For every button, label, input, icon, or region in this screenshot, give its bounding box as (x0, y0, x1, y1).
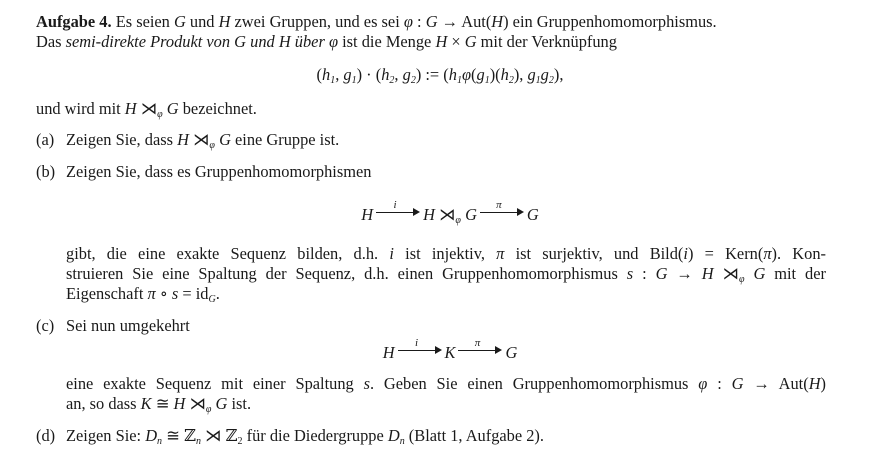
part-b-line-1: gibt, die eine exakte Sequenz bilden, d.h. i ist injektiv, π ist surjektiv, und Bild(i) = Kern(π). Kon- (66, 244, 826, 263)
part-a-label: (a) (36, 130, 55, 149)
exercise-title: Aufgabe 4. (36, 12, 112, 31)
part-b-line-3: Eigenschaft π ∘ $s = id_G$. (66, 284, 220, 305)
part-c-label: (c) (36, 316, 55, 335)
part-a-text: Zeigen Sie, dass H $⋊_\varphi$ G eine Gruppe ist. (66, 130, 340, 151)
part-c-line-2: an, so dass K ≅ H $⋊_\varphi$ G ist. (66, 394, 252, 415)
part-c-line-1: eine exakte Sequenz mit einer Spaltung s. Geben Sie einen Gruppenhomomorphismus φ : G → Aut(H) (66, 374, 827, 393)
exact-sequence-c: H i K π G (382, 337, 518, 362)
notation-line: und wird mit H $⋊_\varphi$ G bezeichnet. (36, 99, 257, 120)
part-c-text: Sei nun umgekehrt (66, 316, 190, 335)
intro-line-2: Das semi-direkte Produkt von G und H über φ ist die Menge H × G mit der Verknüpfung (36, 32, 617, 51)
part-b-label: (b) (36, 162, 56, 181)
part-d-label: (d) (36, 426, 56, 445)
part-d-text: Zeigen Sie: $D_n$ ≅ ℤ$_n$ ⋊ ℤ$_2$ für die Diedergruppe $D_n$ (Blatt 1, Aufgabe 2). (66, 426, 544, 447)
arrow-i-b: i (376, 208, 420, 218)
part-b-text: Zeigen Sie, dass es Gruppenhomomorphismen (66, 162, 372, 181)
intro-line-1 (36, 12, 717, 32)
exact-sequence-b: H i H $⋊_\varphi$ G π G (361, 199, 539, 226)
arrow-pi-c: π (458, 346, 502, 356)
composition-formula: ($h_1$, $g_1) \cdot (h_2$, $g_2$) := ($h_1\varphi(g_1)(h_2)$, $g_1g_2$), (316, 65, 564, 86)
part-b-line-2: struieren Sie eine Spaltung der Sequenz, d.h. einen Gruppenhomomorphismus s : G → H $⋊_\varphi$ G mit der (66, 264, 826, 285)
intro-text-1: Es seien G und H zwei Gruppen, und es sei φ : G → Aut(H) ein Gruppenhomomorphismus. (115, 12, 717, 31)
arrow-pi-b: π (480, 208, 524, 218)
arrow-i-c: i (398, 346, 442, 356)
